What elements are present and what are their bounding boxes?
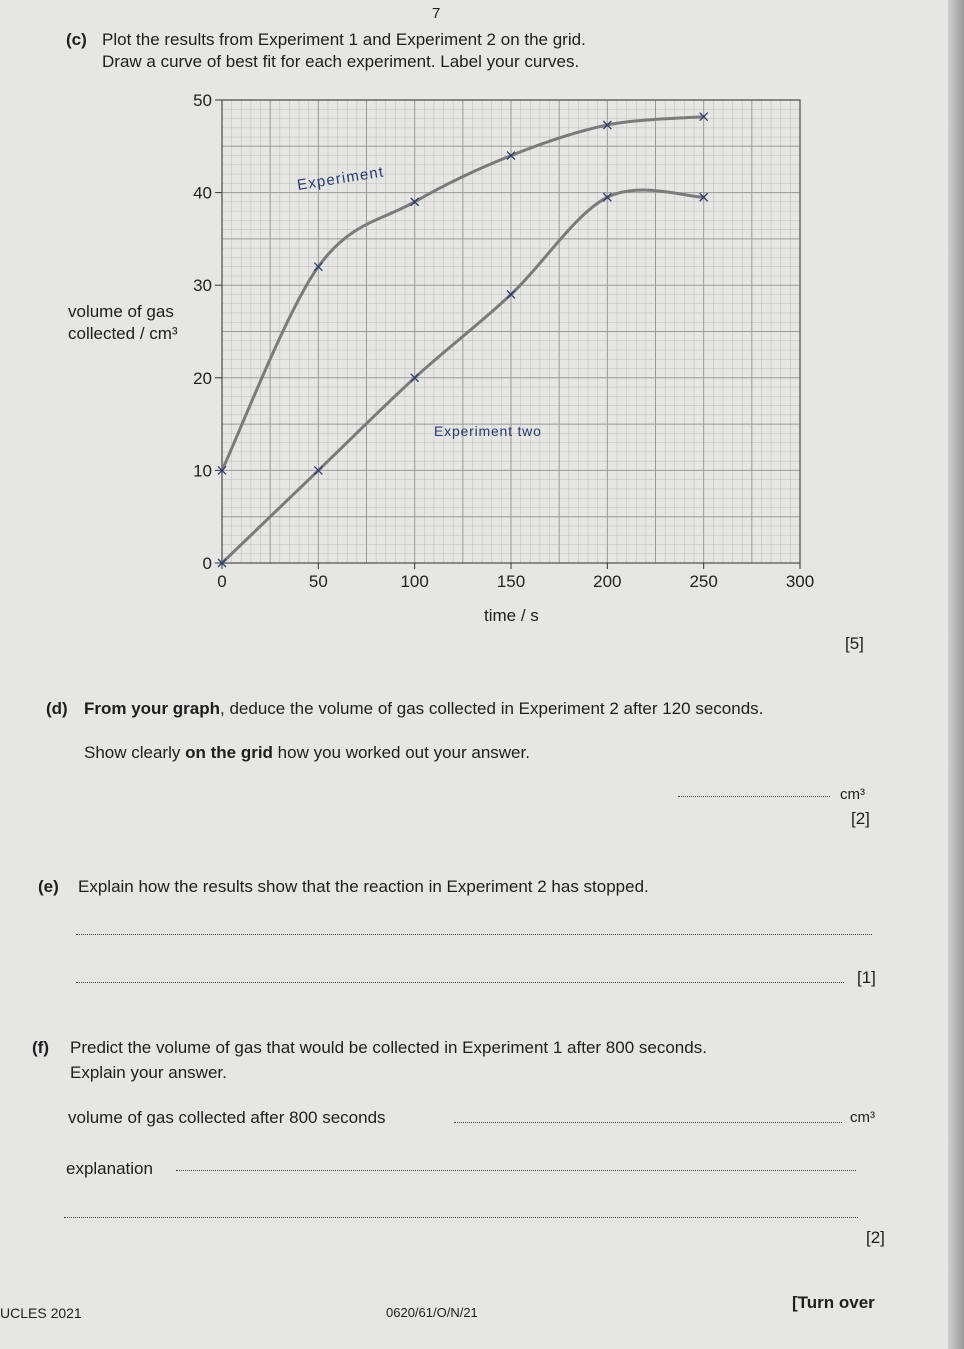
part-d-answer-line[interactable] xyxy=(678,796,830,797)
part-d-show-bold: on the grid xyxy=(185,743,273,762)
footer-paper-code: 0620/61/O/N/21 xyxy=(386,1305,478,1320)
part-f-unit: cm³ xyxy=(850,1109,875,1126)
y-tick-label: 30 xyxy=(193,276,212,296)
part-e-label: (e) xyxy=(38,877,59,896)
part-d-mark: [2] xyxy=(851,809,870,828)
x-tick-label: 100 xyxy=(400,572,429,591)
footer-turn-over: [Turn over xyxy=(792,1293,875,1312)
x-tick-label: 250 xyxy=(689,572,718,591)
y-tick-label: 50 xyxy=(193,91,212,110)
x-tick-label: 300 xyxy=(785,572,815,591)
part-c-label: (c) xyxy=(66,30,87,49)
part-d-rest: , deduce the volume of gas collected in Experiment 2 after 120 seconds. xyxy=(220,699,764,718)
part-f-volume-answer-line[interactable] xyxy=(454,1122,842,1123)
y-tick-label: 0 xyxy=(202,554,212,573)
part-f-explanation-label: explanation xyxy=(66,1159,153,1178)
part-f-explanation-line-2[interactable] xyxy=(64,1217,858,1218)
part-d-unit: cm³ xyxy=(840,786,865,803)
part-d-question xyxy=(84,699,763,719)
part-f-label: (f) xyxy=(32,1038,49,1057)
x-tick-label: 150 xyxy=(496,572,526,591)
x-tick-label: 0 xyxy=(217,572,227,591)
part-c-line2: Draw a curve of best fit for each experiment. Label your curves. xyxy=(102,52,580,71)
y-axis-label-line2: collected / cm³ xyxy=(68,324,178,343)
footer-copyright: UCLES 2021 xyxy=(0,1305,82,1321)
part-e-question: Explain how the results show that the reaction in Experiment 2 has stopped. xyxy=(78,877,649,896)
y-tick-label: 10 xyxy=(193,461,212,481)
y-tick-label: 20 xyxy=(193,368,212,388)
part-f-line1: Predict the volume of gas that would be collected in Experiment 1 after 800 seconds. xyxy=(70,1038,707,1057)
part-e-answer-line-1[interactable] xyxy=(76,934,872,935)
y-tick-label: 40 xyxy=(193,183,212,203)
curve-label-experiment-2: Experiment two xyxy=(434,423,542,439)
part-f-line2: Explain your answer. xyxy=(70,1063,227,1082)
part-c-mark: [5] xyxy=(845,634,864,653)
part-d-instruction xyxy=(84,743,530,763)
part-c-line1: Plot the results from Experiment 1 and Experiment 2 on the grid. xyxy=(102,30,586,49)
part-e-mark: [1] xyxy=(857,968,876,987)
x-axis-label: time / s xyxy=(484,606,539,625)
x-tick-label: 200 xyxy=(593,572,622,591)
part-d-show-pre: Show clearly xyxy=(84,743,186,762)
part-d-show-post: how you worked out your answer. xyxy=(272,743,530,762)
part-d-bold: From your graph xyxy=(84,699,221,718)
y-axis-label-line1: volume of gas xyxy=(68,302,174,321)
part-f-volume-label: volume of gas collected after 800 seconds xyxy=(68,1108,386,1127)
results-graph xyxy=(0,0,964,640)
part-d-label: (d) xyxy=(46,699,68,718)
part-f-mark: [2] xyxy=(866,1228,885,1247)
page-number: 7 xyxy=(432,5,441,22)
curve-label-experiment-1: Experiment xyxy=(295,163,386,194)
part-e-answer-line-2[interactable] xyxy=(76,982,844,983)
x-tick-label: 50 xyxy=(308,572,328,591)
part-f-explanation-line-1[interactable] xyxy=(176,1170,856,1171)
